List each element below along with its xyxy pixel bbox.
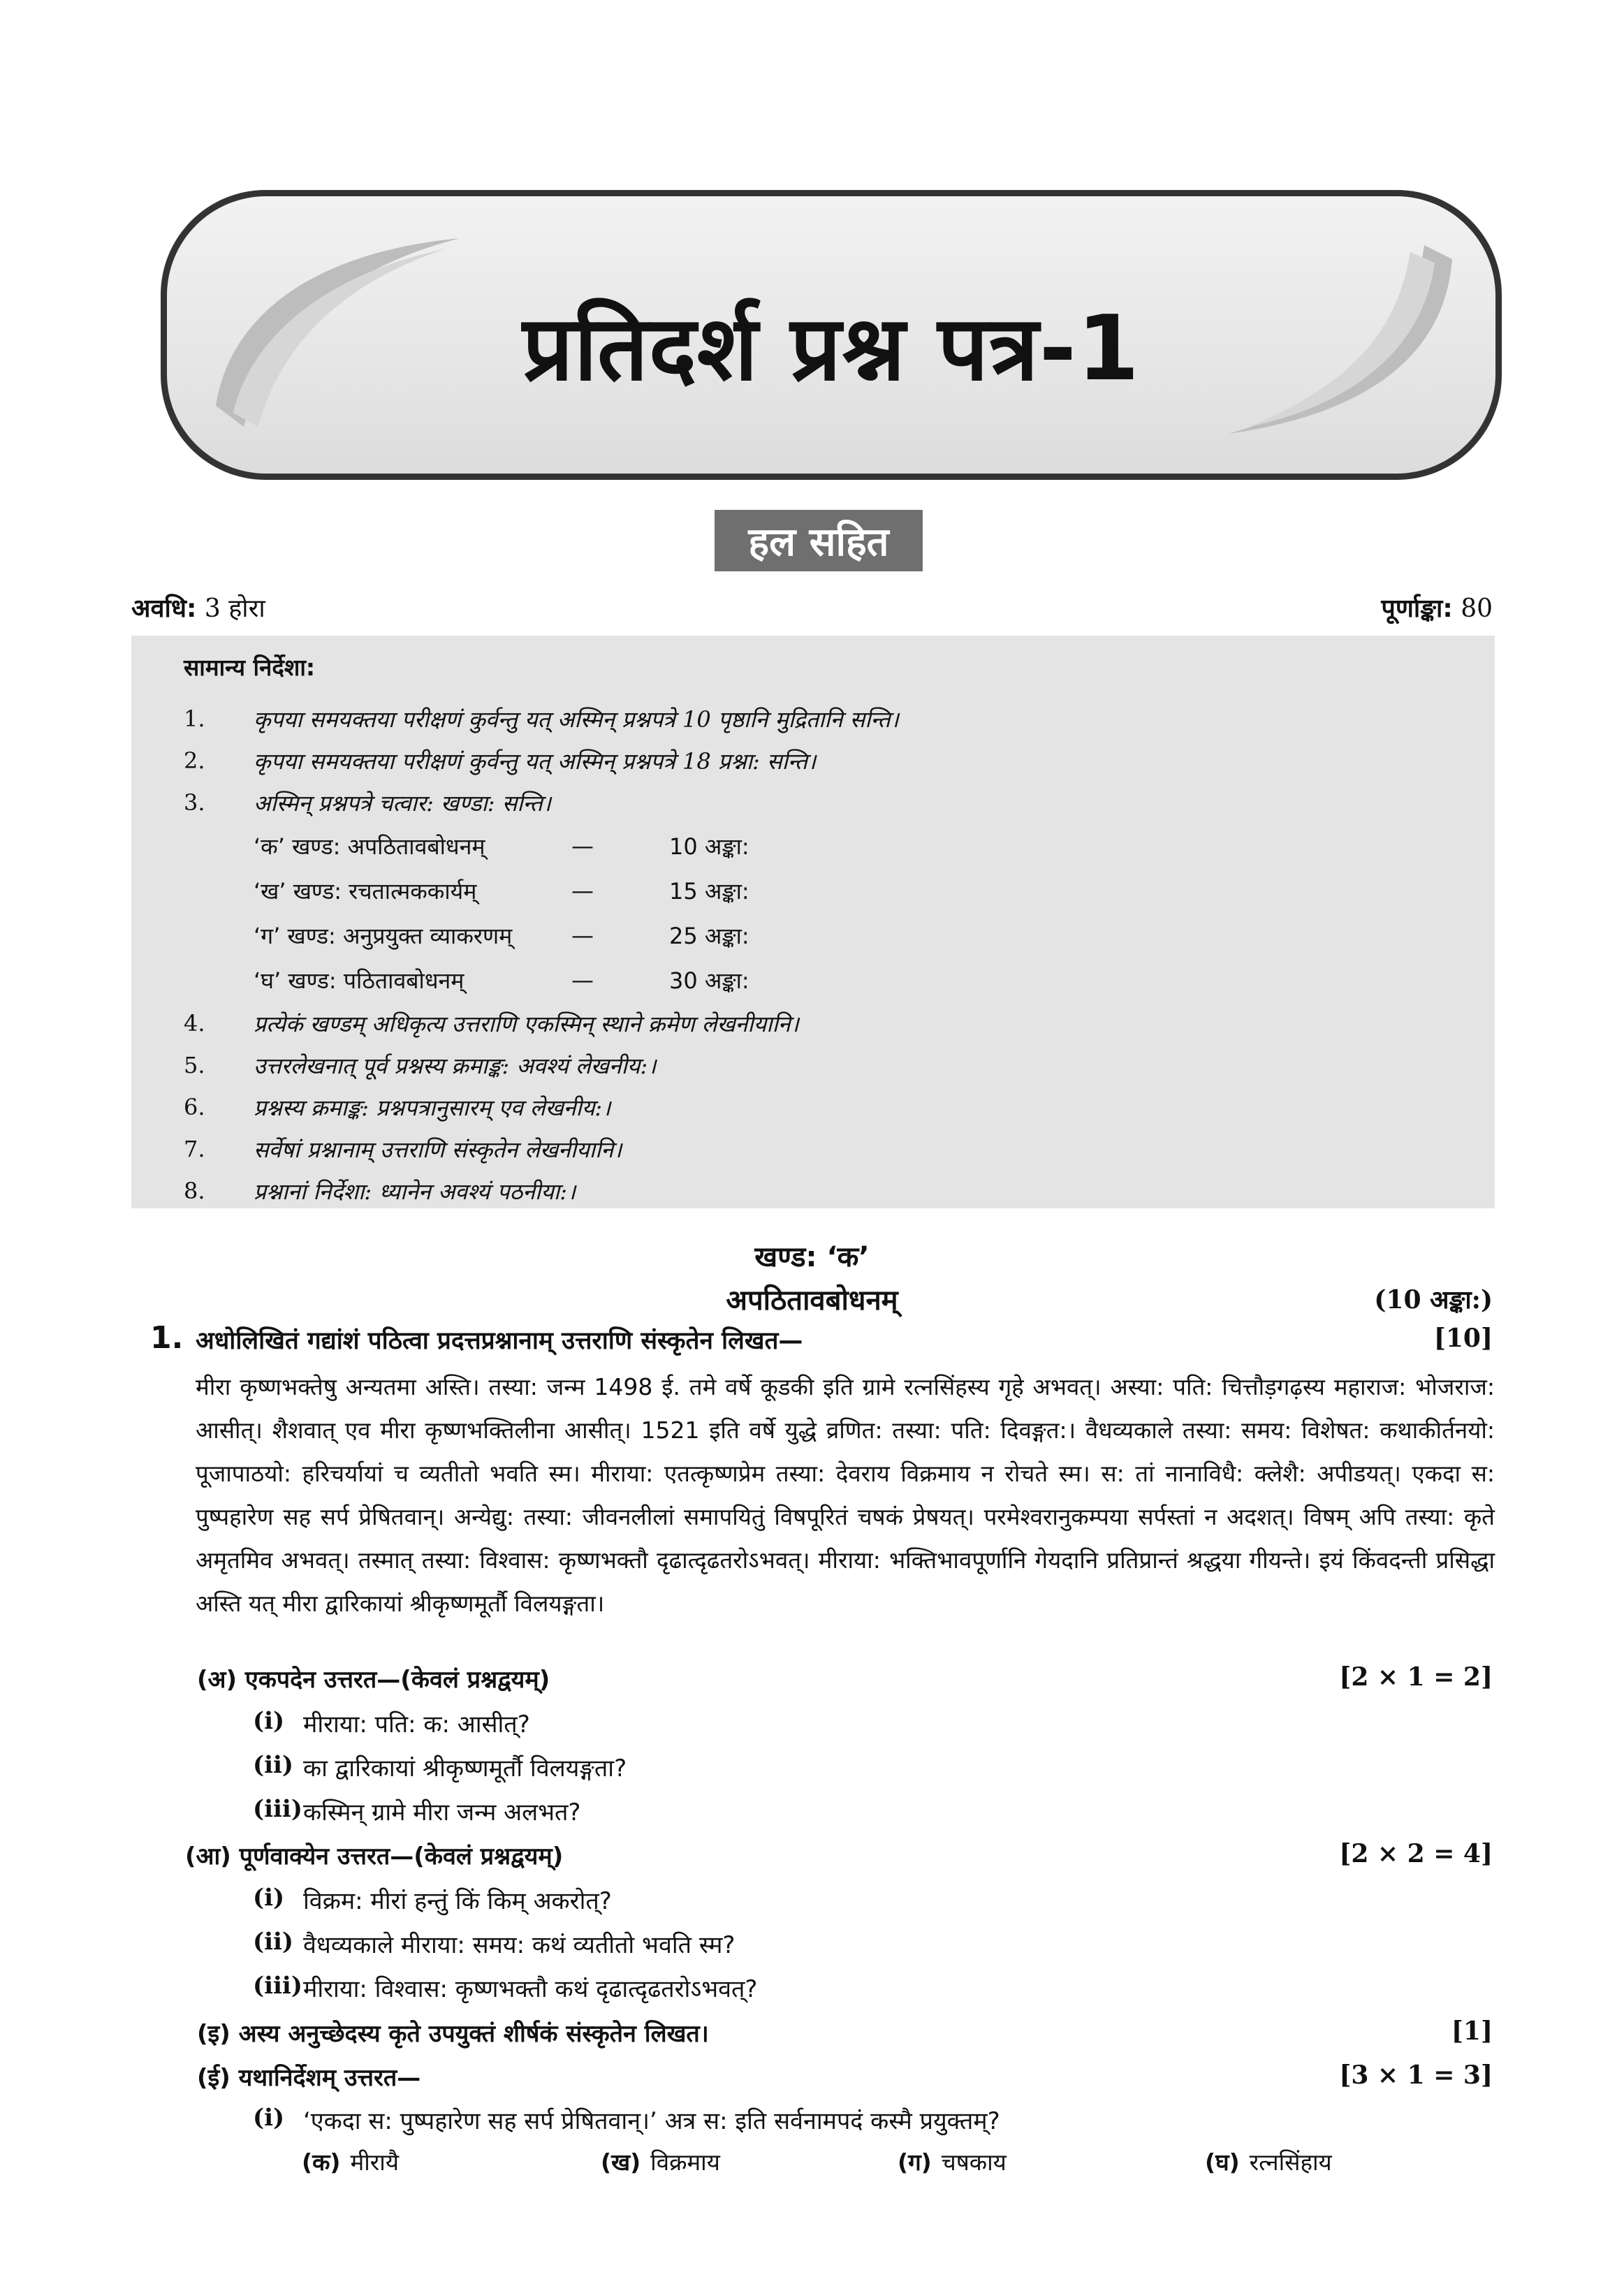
instruction-item [184,1086,1495,1128]
section-name: ‘ख’ खण्ड: रचतात्मककार्यम् [254,877,477,905]
duration [131,590,265,624]
instruction-text: प्रश्नानां निर्देशा: ध्यानेन अवश्यं पठनीया:। [254,1178,576,1205]
option-text: विक्रमाय [650,2148,720,2176]
instruction-item [184,698,1495,740]
subquestion-a-heading: (अ) एकपदेन उत्तरत—(केवलं प्रश्नद्वयम्) [197,1666,550,1694]
reading-passage: मीरा कृष्णभक्तेषु अन्यतमा अस्ति। तस्या: जन्म 1498 ई. तमे वर्षे कूडकी इति ग्रामे रत्नसिंहस्य गृहे अभवत्। अस्या: पति: चित्तौड़गढ़स्य महाराज: भोजराज: आसीत्। शैशवात् एव मीरा कृष्णभक्तिलीना आसीत्। 1521 इति वर्षे युद्धे व्रणित: तस्या: पति: दिवङ्गत:। वैधव्यकाले तस्या: समय: विशेषत: कथाकीर्तनयो: पूजापाठयो: हरिचर्यायां च व्यतीतो भवति स्म। मीराया: एतत्कृष्णप्रेम तस्या: देवराय विक्रमाय न रोचते स्म। स: तां नानाविधै: क्लेशै: अपीडयत्। एकदा स: पुष्पहारेण सह सर्प प्रेषितवान्। अन्येद्यु: तस्या: जीवनलीलां समापयितुं विषपूरितं चषकं प्रेषयत्। परमेश्वरानुकम्पया सर्पस्तां न अदशत्। विषम् अपि तस्या: कृते अमृतमिव अभवत्। तस्मात् तस्या: विश्वास: कृष्णभक्तौ दृढात्दृढतरोऽभवत्। मीराया: भक्तिभावपूर्णानि गेयदानि प्रतिप्रान्तं श्रद्धया गीयन्ते। इयं किंवदन्ती प्रसिद्धा अस्ति यत् मीरा द्वारिकायां श्रीकृष्णमूर्तौ विलयङ्गता। [196,1373,1495,1617]
section-row [184,958,1495,1002]
option-key: (क) [302,2148,341,2176]
instruction-item [184,1044,1495,1086]
subquestion-ii-heading: (ई) यथानिर्देशम् उत्तरत— [197,2064,421,2092]
item-number: (ii) [253,1751,294,1779]
solution-badge: हल सहित [715,510,923,571]
subquestion-item [253,1707,530,1739]
subquestion-item [253,1795,580,1827]
section-name: ‘घ’ खण्ड: पठितावबोधनम् [254,967,464,994]
item-text: मीराया: विश्वास: कृष्णभक्तौ कथं दृढात्दृढतरोऽभवत्? [303,1975,758,2003]
option-key: (ख) [601,2148,641,2176]
instruction-text: अस्मिन् प्रश्नपत्रे चत्वार: खण्डा: सन्ति। [254,789,551,817]
subquestion-aa-marks: [2 × 2 = 4] [1339,1839,1493,1868]
subquestion-item [253,1751,627,1783]
subquestion-item [253,2104,1000,2136]
title-banner-inner [167,196,1495,474]
instruction-text: प्रत्येकं खण्डम् अधिकृत्य उत्तराणि एकस्मिन् स्थाने क्रमेण लेखनीयानि। [254,1010,799,1037]
section-dash: — [571,833,594,859]
paper-title: प्रतिदर्श प्रश्न पत्र-1 [522,297,1140,401]
instruction-text: कृपया समयक्तया परीक्षणं कुर्वन्तु यत् अस्मिन् प्रश्नपत्रे 10 पृष्ठानि मुद्रितानि सन्ति। [254,705,899,733]
instruction-item [184,1002,1495,1044]
full-marks-value: 80 [1461,594,1493,623]
option-text: रत्नसिंहाय [1249,2148,1332,2176]
section-marks: 15 अङ्का: [669,877,749,905]
section-row [184,868,1495,913]
subquestion-a-marks: [2 × 1 = 2] [1339,1662,1493,1692]
duration-label: अवधि: [131,594,197,623]
instruction-item [184,1170,1495,1212]
section-dash: — [571,967,594,993]
title-banner [161,190,1502,480]
item-text: मीराया: पति: क: आसीत्? [303,1711,530,1738]
section-marks-total: (10 अङ्का:) [1374,1285,1493,1315]
full-marks-label: पूर्णाङ्का: [1381,594,1453,623]
item-number: (iii) [253,1795,302,1823]
option-key: (घ) [1205,2148,1240,2176]
instruction-number: 2. [184,747,205,774]
subquestion-i-heading: (इ) अस्य अनुच्छेदस्य कृते उपयुक्तं शीर्षकं संस्कृतेन लिखत। [197,2020,709,2048]
subquestion-aa-heading: (आ) पूर्णवाक्येन उत्तरत—(केवलं प्रश्नद्वयम्) [185,1843,564,1871]
item-text: वैधव्यकाले मीराया: समय: कथं व्यतीतो भवति स्म? [303,1931,736,1959]
instruction-number: 5. [184,1052,205,1078]
mcq-option-a[interactable] [302,2146,399,2177]
option-key: (ग) [898,2148,932,2176]
instruction-text: सर्वेषां प्रश्नानाम् उत्तराणि संस्कृतेन लेखनीयानि। [254,1136,622,1163]
section-subtitle: अपठितावबोधनम् [726,1284,898,1317]
item-text: का द्वारिकायां श्रीकृष्णमूर्तौ विलयङ्गता? [303,1755,627,1782]
instruction-text: उत्तरलेखनात् पूर्व प्रश्नस्य क्रमाङ्क: अवश्यं लेखनीय:। [254,1052,657,1079]
instruction-number: 7. [184,1136,205,1162]
duration-value: 3 होरा [204,594,265,623]
question-number: 1. [150,1320,184,1356]
instruction-item [184,1128,1495,1170]
item-text: ‘एकदा स: पुष्पहारेण सह सर्प प्रेषितवान्।’ अत्र स: इति सर्वनामपदं कस्मै प्रयुक्तम्? [303,2107,1000,2135]
section-marks: 30 अङ्का: [669,967,749,994]
section-marks: 10 अङ्का: [669,833,749,860]
section-row [184,823,1495,868]
section-dash: — [571,877,594,904]
item-number: (i) [253,2104,285,2132]
section-dash: — [571,922,594,949]
mcq-option-c[interactable] [898,2146,1007,2177]
item-number: (iii) [253,1972,302,2000]
question-marks: [10] [1433,1324,1493,1353]
section-title: खण्ड: ‘क’ [754,1241,870,1273]
instruction-text: प्रश्नस्य क्रमाङ्क: प्रश्नपत्रानुसारम् एव लेखनीय:। [254,1094,611,1121]
option-text: चषकाय [941,2148,1007,2176]
instruction-number: 1. [184,705,205,732]
subquestion-item [253,1884,612,1916]
section-name: ‘क’ खण्ड: अपठितावबोधनम् [254,833,485,860]
subquestion-item [253,1928,735,1960]
subquestion-item [253,1972,757,2004]
subquestion-i-marks: [1] [1451,2016,1493,2046]
instruction-text: कृपया समयक्तया परीक्षणं कुर्वन्तु यत् अस्मिन् प्रश्नपत्रे 18 प्रश्ना: सन्ति। [254,747,817,775]
instruction-number: 4. [184,1010,205,1037]
option-text: मीरायै [350,2148,399,2176]
full-marks [1381,590,1493,624]
section-name: ‘ग’ खण्ड: अनुप्रयुक्त व्याकरणम् [254,922,513,949]
subquestion-ii-marks: [3 × 1 = 3] [1339,2060,1493,2090]
section-marks: 25 अङ्का: [669,922,749,949]
mcq-option-d[interactable] [1205,2146,1332,2177]
item-text: कस्मिन् ग्रामे मीरा जन्म अलभत? [303,1799,581,1827]
item-text: विक्रम: मीरां हन्तुं किं किम् अकरोत्? [303,1887,612,1915]
item-number: (i) [253,1707,285,1735]
item-number: (ii) [253,1928,294,1956]
instruction-number: 6. [184,1094,205,1120]
section-row [184,913,1495,958]
instruction-number: 8. [184,1178,205,1204]
item-number: (i) [253,1884,285,1912]
general-instructions [131,636,1495,1208]
instructions-heading: सामान्य निर्देशा: [184,654,316,681]
instruction-item [184,782,1495,823]
mcq-option-b[interactable] [601,2146,720,2177]
instruction-number: 3. [184,789,205,816]
question-text: अधोलिखितं गद्यांशं पठित्वा प्रदत्तप्रश्नानाम् उत्तराणि संस्कृतेन लिखत— [196,1327,803,1355]
instruction-item [184,740,1495,782]
